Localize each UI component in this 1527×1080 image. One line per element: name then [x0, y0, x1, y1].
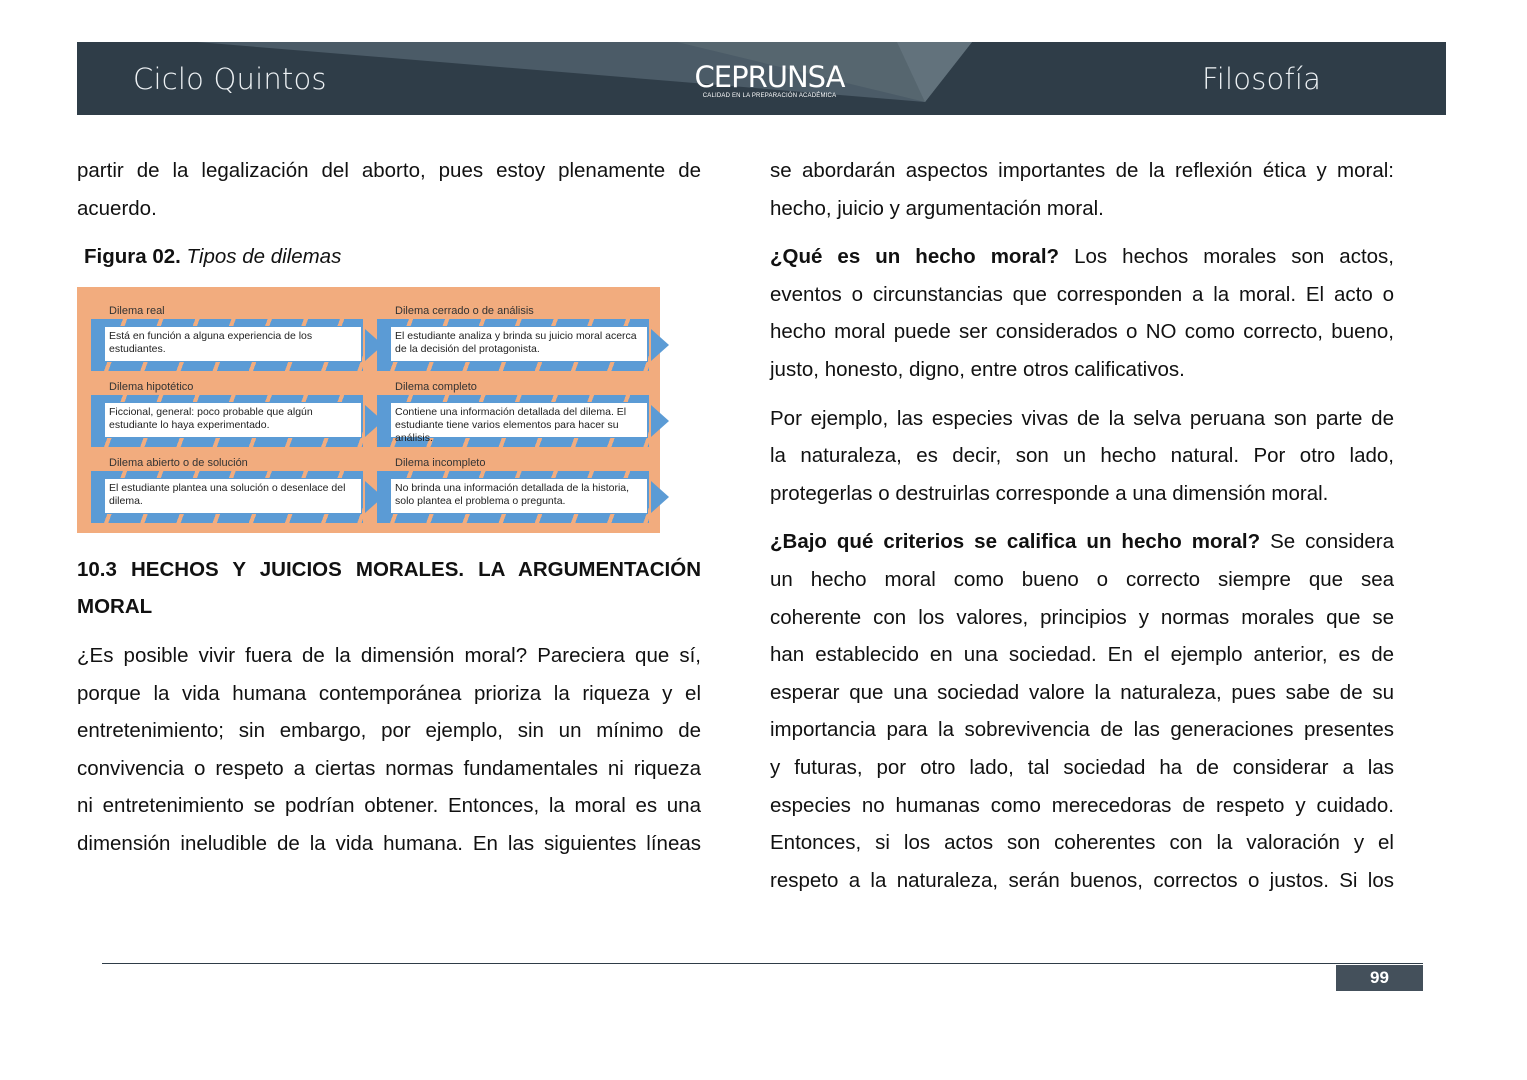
line-text: importancia para la sobrevivencia de las generaciones presentes	[770, 718, 1394, 742]
dilemma-title: Dilema abierto o de solución	[109, 456, 248, 469]
line-text: coherente con los valores, principios y normas morales que se	[770, 605, 1394, 629]
line-text: MORAL	[77, 595, 153, 619]
dilemma-title: Dilema cerrado o de análisis	[395, 304, 534, 317]
line-text: protegerlas o destruirlas corresponde a una dimensión moral.	[770, 481, 1329, 505]
dilemma-band	[377, 471, 649, 523]
line-text: hecho, juicio y argumentación moral.	[770, 196, 1104, 220]
line-text: Los hechos morales son actos,	[1059, 245, 1394, 269]
page-number: 99	[1336, 965, 1423, 991]
dilemma-card	[377, 303, 649, 371]
dilemma-card	[377, 455, 649, 523]
line-text: especies no humanas como merecedoras de respeto y cuidado.	[770, 793, 1394, 817]
arrow-right-icon	[651, 481, 669, 513]
dilemma-band	[377, 395, 649, 447]
dilemma-title: Dilema real	[109, 304, 165, 317]
dilemma-band	[91, 319, 363, 371]
text-line	[77, 551, 701, 589]
text-line	[770, 599, 1394, 637]
arrow-right-icon	[651, 329, 669, 361]
paragraph	[770, 523, 1394, 899]
dilemma-card	[91, 379, 363, 447]
dilemma-description: Contiene una información detallada del dilema. El estudiante tiene varios elementos para hacer su análisis.	[390, 402, 648, 438]
line-text: ¿Es posible vivir fuera de la dimensión moral? Pareciera que sí,	[77, 643, 701, 667]
dilemma-types-figure	[77, 287, 660, 533]
text-line	[77, 588, 701, 626]
line-text: se abordarán aspectos importantes de la reflexión ética y moral:	[770, 159, 1394, 182]
line-text: ni entretenimiento se podrían obtener. Entonces, la moral es una	[77, 794, 701, 818]
line-text: esperar que una sociedad valore la naturaleza, pues sabe de su	[770, 680, 1394, 704]
text-line	[77, 787, 701, 825]
dilemma-description: El estudiante plantea una solución o desenlace del dilema.	[104, 478, 362, 514]
logo-tagline: CALIDAD EN LA PREPARACIÓN ACADÉMICA	[702, 93, 837, 99]
text-line	[770, 238, 1394, 276]
text-line	[770, 711, 1394, 749]
text-line	[770, 523, 1394, 561]
dilemma-band	[91, 471, 363, 523]
text-line	[770, 152, 1394, 190]
figure-caption	[84, 238, 701, 276]
line-text: un hecho moral como bueno o correcto siempre que sea	[770, 567, 1394, 591]
right-column	[770, 152, 1394, 910]
text-line	[770, 190, 1394, 228]
text-line	[770, 787, 1394, 825]
text-line	[77, 637, 701, 675]
line-text: Se considera	[1260, 530, 1394, 554]
text-line	[77, 712, 701, 750]
dilemma-title: Dilema hipotético	[109, 380, 194, 393]
page-header	[77, 42, 1446, 115]
ceprunsa-logo	[687, 62, 852, 100]
line-text: hecho moral puede ser considerados o NO como correcto, bueno,	[770, 320, 1394, 344]
text-line	[770, 862, 1394, 900]
paragraph	[770, 238, 1394, 388]
line-text: justo, honesto, digno, entre otros calificativos.	[770, 357, 1185, 381]
line-text: porque la vida humana contemporánea prioriza la riqueza y el	[77, 681, 701, 705]
text-line	[770, 276, 1394, 314]
dilemma-description: Está en función a alguna experiencia de los estudiantes.	[104, 326, 362, 362]
dilemma-card	[91, 303, 363, 371]
line-text: Entonces, si los actos son coherentes con la valoración y el	[770, 831, 1394, 855]
line-text: entretenimiento; sin embargo, por ejemplo, sin un mínimo de	[77, 719, 701, 743]
paragraph	[770, 152, 1394, 227]
text-line	[770, 437, 1394, 475]
line-text: respeto a la naturaleza, serán buenos, correctos o justos. Si los	[770, 868, 1394, 892]
line-text: 10.3 HECHOS Y JUICIOS MORALES. LA ARGUMENTACIÓN	[77, 557, 701, 581]
line-text: convivencia o respeto a ciertas normas fundamentales ni riqueza	[77, 756, 701, 780]
dilemma-band	[91, 395, 363, 447]
text-line	[77, 152, 701, 190]
dilemma-band	[377, 319, 649, 371]
text-line	[77, 190, 701, 228]
text-line	[77, 675, 701, 713]
text-line	[770, 824, 1394, 862]
bold-lead: ¿Qué es un hecho moral?	[770, 245, 1060, 269]
text-line	[770, 475, 1394, 513]
subject-title: Filosofía	[1202, 62, 1322, 96]
arrow-right-icon	[651, 405, 669, 437]
text-line	[770, 636, 1394, 674]
text-line	[770, 313, 1394, 351]
line-text: Por ejemplo, las especies vivas de la selva peruana son parte de	[770, 406, 1394, 430]
caption-label: Figura 02.	[84, 245, 181, 269]
dilemma-description: El estudiante analiza y brinda su juicio moral acerca de la decisión del protagonista.	[390, 326, 648, 362]
paragraph	[77, 152, 701, 227]
text-line	[770, 674, 1394, 712]
line-text: la naturaleza, es decir, son un hecho natural. Por otro lado,	[770, 444, 1394, 468]
footer-divider	[102, 963, 1423, 964]
text-line	[770, 351, 1394, 389]
text-line	[770, 749, 1394, 787]
paragraph	[77, 637, 701, 863]
bold-lead: ¿Bajo qué criterios se califica un hecho moral?	[770, 530, 1261, 554]
line-text: acuerdo.	[77, 196, 157, 220]
line-text: dimensión ineludible de la vida humana. En las siguientes líneas	[77, 831, 701, 855]
text-line	[770, 400, 1394, 438]
left-column	[77, 152, 701, 874]
course-title: Ciclo Quintos	[133, 62, 327, 96]
line-text: partir de la legalización del aborto, pues estoy plenamente de	[77, 159, 701, 182]
section-heading	[77, 551, 701, 626]
line-text: han establecido en una sociedad. En el ejemplo anterior, es de	[770, 643, 1394, 667]
dilemma-description: Ficcional, general: poco probable que algún estudiante lo haya experimentado.	[104, 402, 362, 438]
caption-title: Tipos de dilemas	[186, 245, 342, 269]
line-text: eventos o circunstancias que corresponden a la moral. El acto o	[770, 282, 1394, 306]
line-text: y futuras, por otro lado, tal sociedad ha de considerar a las	[770, 755, 1394, 779]
text-line	[77, 825, 701, 863]
dilemma-title: Dilema incompleto	[395, 456, 486, 469]
dilemma-title: Dilema completo	[395, 380, 477, 393]
dilemma-description: No brinda una información detallada de la historia, solo plantea el problema o pregunta.	[390, 478, 648, 514]
dilemma-card	[91, 455, 363, 523]
dilemma-card	[377, 379, 649, 447]
paragraph	[770, 400, 1394, 513]
text-line	[77, 750, 701, 788]
text-line	[770, 561, 1394, 599]
logo-text: CEPRUNSA	[694, 60, 845, 94]
